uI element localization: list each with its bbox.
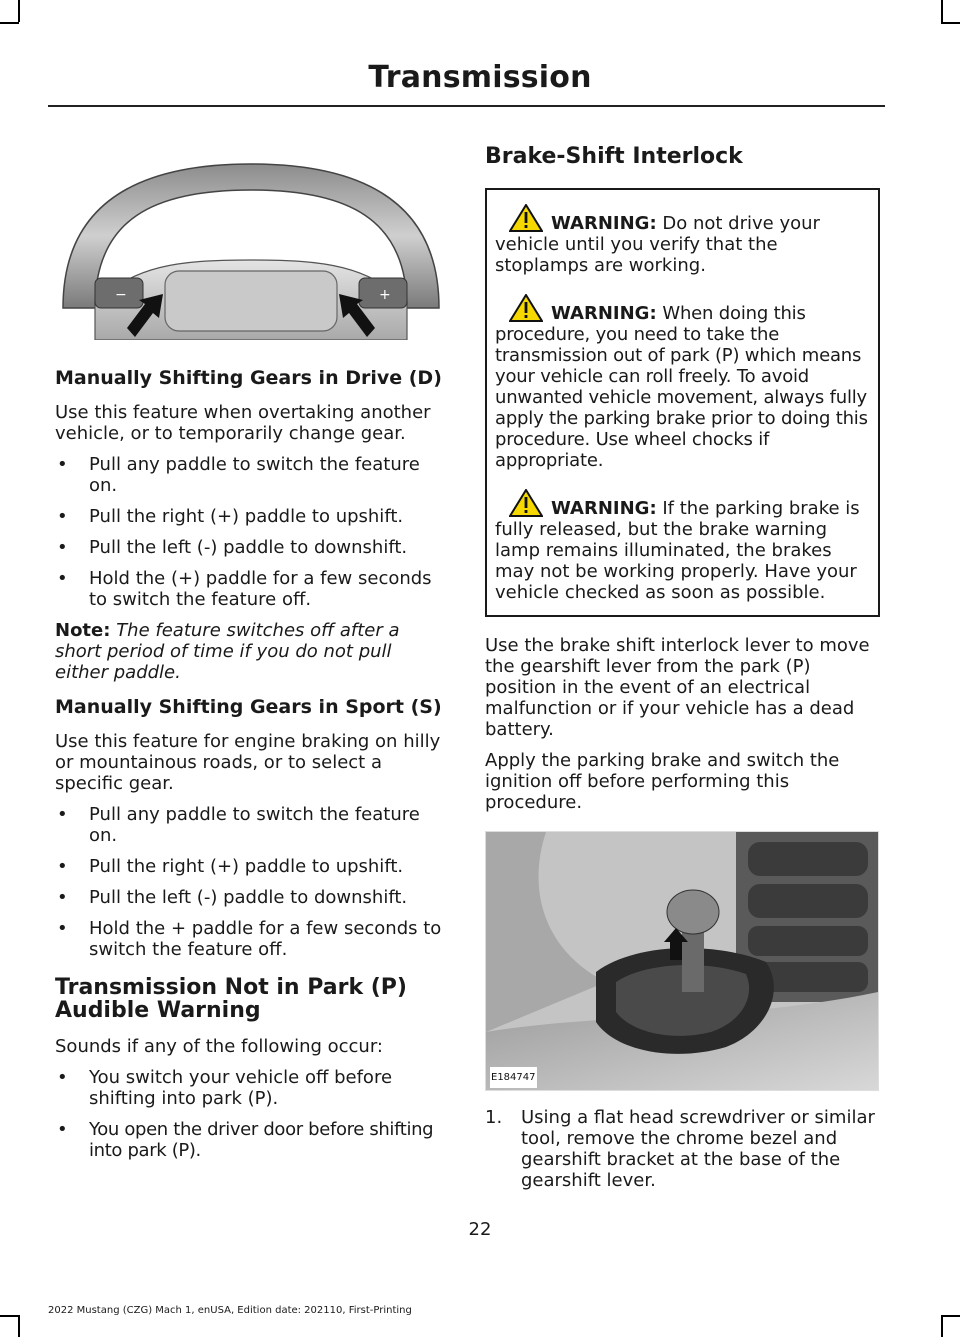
- step-text: Using a flat head screwdriver or similar tool, remove the chrome bezel and gearshift bracket at the base of the gearshift lever.: [521, 1107, 875, 1191]
- warning-box: [485, 188, 880, 617]
- gearshift-figure: [485, 831, 879, 1091]
- heading-sport: Manually Shifting Gears in Sport (S): [55, 696, 442, 718]
- gearshift-illustration: [486, 832, 878, 1090]
- page-number: 22: [468, 1219, 492, 1240]
- list-item: • Pull the right (+) paddle to upshift.: [55, 856, 450, 877]
- list-item: • Pull the right (+) paddle to upshift.: [55, 506, 450, 527]
- list-item: • Pull any paddle to switch the feature on.: [55, 804, 450, 846]
- warning-label: WARNING:: [551, 303, 657, 324]
- heading-audible-warning: Transmission Not in Park (P) Audible Warning: [55, 975, 407, 1023]
- steering-wheel-figure: [55, 138, 447, 340]
- svg-text:+: +: [379, 287, 391, 303]
- step-number: 1.: [485, 1107, 503, 1128]
- warning-1: [495, 204, 870, 276]
- warning-text: When doing this procedure, you need to take the transmission out of park (P) which means your vehicle can roll freely. To avoid unwanted vehicle movement, always fully apply the parking brake prior to doing this procedure. Use wheel chocks if appropriate.: [495, 303, 868, 471]
- note: [55, 620, 450, 683]
- list-item: • Pull the left (-) paddle to downshift.: [55, 887, 450, 908]
- svg-text:−: −: [115, 287, 127, 303]
- crop-mark: [18, 1315, 20, 1337]
- steering-wheel-illustration: [55, 138, 447, 340]
- intro-sport: Use this feature for engine braking on hilly or mountainous roads, or to select a specific gear.: [55, 731, 441, 794]
- crop-mark: [0, 1315, 19, 1317]
- warning-label: WARNING:: [551, 213, 657, 234]
- crop-mark: [941, 22, 960, 24]
- list-item: • Hold the + paddle for a few seconds to switch the feature off.: [55, 918, 450, 960]
- list-item: • Hold the (+) paddle for a few seconds to switch the feature off.: [55, 568, 450, 610]
- heading-brake-shift-interlock: Brake-Shift Interlock: [485, 144, 743, 169]
- warning-triangle-icon: [509, 294, 543, 322]
- warning-text: If the parking brake is fully released, but the brake warning lamp remains illuminated, the brakes may not be working properly. Have your vehicle checked as soon as possible.: [495, 498, 860, 603]
- header-rule: [48, 105, 885, 107]
- heading-drive: Manually Shifting Gears in Drive (D): [55, 367, 442, 389]
- warning-label: WARNING:: [551, 498, 657, 519]
- crop-mark: [0, 22, 19, 24]
- warning-text: Do not drive your vehicle until you verify that the stoplamps are working.: [495, 213, 820, 276]
- note-label: Note:: [55, 620, 111, 641]
- figure-code: E184747: [490, 1067, 537, 1088]
- intro-audible: Sounds if any of the following occur:: [55, 1036, 383, 1057]
- crop-mark: [941, 1315, 960, 1317]
- warning-3: [495, 489, 870, 603]
- right-column: [485, 145, 880, 1191]
- list-item: • You open the driver door before shifting into park (P).: [55, 1119, 450, 1161]
- warning-triangle-icon: [509, 204, 543, 232]
- warning-2: [495, 294, 870, 471]
- list-item: • You switch your vehicle off before shifting into park (P).: [55, 1067, 450, 1109]
- list-item: • Pull any paddle to switch the feature on.: [55, 454, 450, 496]
- crop-mark: [18, 0, 20, 22]
- crop-mark: [941, 0, 943, 22]
- left-column: [55, 138, 450, 1161]
- step-item: [485, 1107, 880, 1191]
- page-title: Transmission: [368, 60, 592, 95]
- crop-mark: [941, 1315, 943, 1337]
- note-text: The feature switches off after a short period of time if you do not pull either paddle.: [55, 620, 400, 683]
- paragraph-apply-brake: Apply the parking brake and switch the ignition off before performing this procedure.: [485, 750, 840, 813]
- paragraph-interlock: Use the brake shift interlock lever to move the gearshift lever from the park (P) position in the event of an electrical malfunction or if your vehicle has a dead battery.: [485, 635, 870, 740]
- footer-text: 2022 Mustang (CZG) Mach 1, enUSA, Edition date: 202110, First-Printing: [48, 1305, 412, 1316]
- list-item: • Pull the left (-) paddle to downshift.: [55, 537, 450, 558]
- warning-triangle-icon: [509, 489, 543, 517]
- intro-drive: Use this feature when overtaking another vehicle, or to temporarily change gear.: [55, 402, 431, 444]
